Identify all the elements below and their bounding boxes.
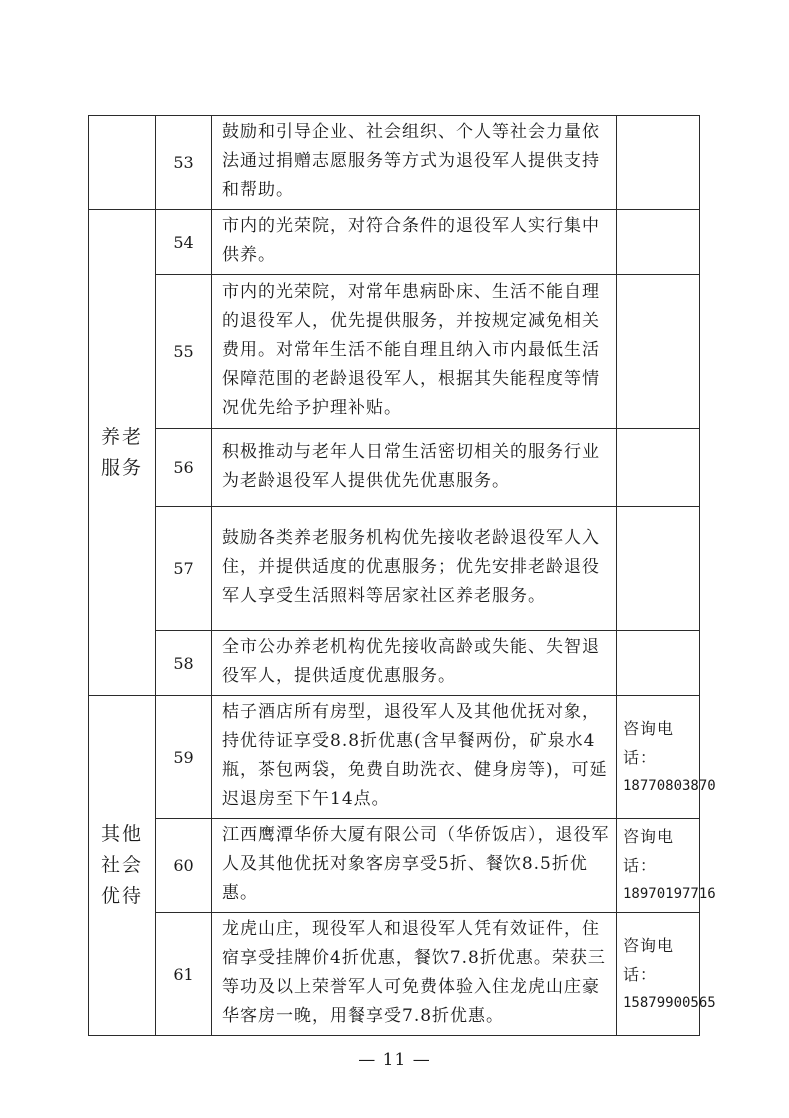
row-note xyxy=(617,696,716,819)
row-content: 积极推动与老年人日常生活密切相关的服务行业为老龄退役军人提供优先优惠服务。 xyxy=(212,429,617,507)
row-note xyxy=(617,275,700,429)
row-number: 60 xyxy=(156,819,212,913)
table-row xyxy=(89,819,700,913)
table-row xyxy=(89,507,700,631)
row-number: 61 xyxy=(156,913,212,1036)
contact-label: 咨询电话： xyxy=(623,718,675,767)
row-content: 市内的光荣院，对常年患病卧床、生活不能自理的退役军人，优先提供服务，并按规定减免相关费用。对常年生活不能自理且纳入市内最低生活保障范围的老龄退役军人，根据其失能程度等情况优先给予护理补贴。 xyxy=(212,275,617,429)
contact-label: 咨询电话： xyxy=(623,935,675,984)
row-note xyxy=(617,210,700,275)
row-content: 鼓励和引导企业、社会组织、个人等社会力量依法通过捐赠志愿服务等方式为退役军人提供支持和帮助。 xyxy=(212,116,617,210)
category-label: 服务 xyxy=(100,456,143,479)
row-number: 55 xyxy=(156,275,212,429)
row-note xyxy=(617,429,700,507)
table-row xyxy=(89,696,700,819)
row-note xyxy=(617,507,700,631)
row-content: 桔子酒店所有房型，退役军人及其他优抚对象，持优待证享受8.8折优惠(含早餐两份，矿泉水4瓶，茶包两袋，免费自助洗衣、健身房等)，可延迟退房至下午14点。 xyxy=(212,696,617,819)
table-row xyxy=(89,116,700,210)
row-number: 56 xyxy=(156,429,212,507)
row-content: 江西鹰潭华侨大厦有限公司（华侨饭店），退役军人及其他优抚对象客房享受5折、餐饮8.5折优惠。 xyxy=(212,819,617,913)
contact-label: 咨询电话： xyxy=(623,827,675,875)
row-content: 鼓励各类养老服务机构优先接收老龄退役军人入住，并提供适度的优惠服务；优先安排老龄退役军人享受生活照料等居家社区养老服务。 xyxy=(212,507,617,631)
row-number: 57 xyxy=(156,507,212,631)
table-row xyxy=(89,275,700,429)
category-label: 养老 xyxy=(100,425,143,448)
benefits-table xyxy=(88,115,716,1036)
page-number: — 11 — xyxy=(358,1050,431,1070)
row-note xyxy=(617,819,716,913)
row-note xyxy=(617,631,700,696)
table-row xyxy=(89,631,700,696)
row-note xyxy=(617,913,716,1036)
contact-phone: 18770803870 xyxy=(623,777,716,794)
table-row xyxy=(89,210,700,275)
category-cell-continued xyxy=(89,116,156,210)
row-number: 59 xyxy=(156,696,212,819)
row-number: 54 xyxy=(156,210,212,275)
category-label: 其他 xyxy=(100,823,143,845)
contact-phone: 15879900565 xyxy=(623,994,716,1011)
category-label: 优待 xyxy=(100,885,143,907)
row-note xyxy=(617,116,700,210)
contact-phone: 18970197716 xyxy=(623,886,716,902)
category-other-social xyxy=(89,696,156,1036)
row-number: 53 xyxy=(156,116,212,210)
category-label: 社会 xyxy=(100,854,143,876)
row-content: 龙虎山庄，现役军人和退役军人凭有效证件，住宿享受挂牌价4折优惠，餐饮7.8折优惠。荣获三等功及以上荣誉军人可免费体验入住龙虎山庄豪华客房一晚，用餐享受7.8折优惠。 xyxy=(212,913,617,1036)
row-number: 58 xyxy=(156,631,212,696)
row-content: 全市公办养老机构优先接收高龄或失能、失智退役军人，提供适度优惠服务。 xyxy=(212,631,617,696)
table-row xyxy=(89,913,700,1036)
row-content: 市内的光荣院，对符合条件的退役军人实行集中供养。 xyxy=(212,210,617,275)
table-row xyxy=(89,429,700,507)
category-elderly-service xyxy=(89,210,156,696)
